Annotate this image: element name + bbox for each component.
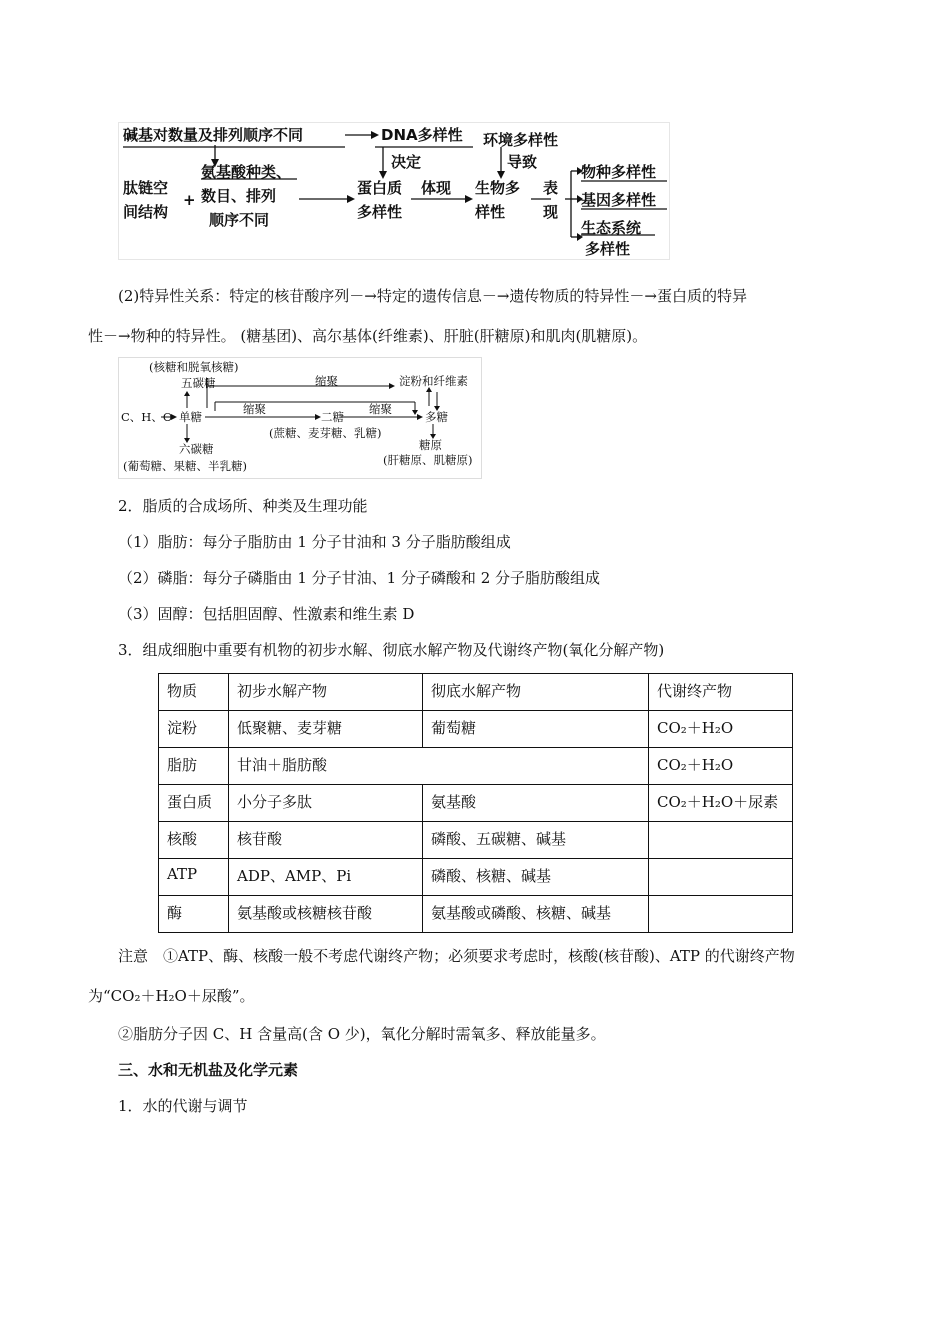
species-diversity-text: 物种多样性: [581, 163, 657, 181]
express-text-2: 现: [543, 203, 559, 221]
bio-diversity-text-1: 生物多: [475, 179, 521, 197]
table-cell: 酶: [159, 896, 229, 933]
amino-text-1: 氨基酸种类、: [201, 163, 292, 181]
pentose-text: 五碳糖: [181, 376, 216, 390]
condense-2-text: 缩聚: [369, 402, 392, 416]
table-header-cell: 物质: [159, 674, 229, 711]
table-row: [159, 822, 793, 859]
table-cell: 核酸: [159, 822, 229, 859]
table-cell: ATP: [159, 859, 229, 896]
table-row: [159, 896, 793, 933]
table-cell: 葡萄糖: [423, 711, 649, 748]
table-cell: 脂肪: [159, 748, 229, 785]
starch-text: 淀粉和纤维素: [399, 374, 468, 388]
amino-text-2: 数目、排列: [201, 187, 277, 205]
lipid-fat: （1）脂肪：每分子脂肪由 1 分子甘油和 3 分子脂肪酸组成: [118, 533, 511, 551]
table-cell: CO₂＋H₂O: [649, 748, 793, 785]
table-cell: ADP、AMP、Pi: [229, 859, 423, 896]
section-3-sub-1: 1．水的代谢与调节: [118, 1097, 248, 1115]
di-examples-text: (蔗糖、麦芽糖、乳糖): [269, 426, 382, 440]
table-header-cell: 初步水解产物: [229, 674, 423, 711]
dna-diversity-text: DNA多样性: [381, 126, 463, 144]
lipid-sterol: （3）固醇：包括胆固醇、性激素和维生素 D: [118, 605, 415, 623]
table-row: [159, 785, 793, 822]
hydrolysis-table: [158, 673, 793, 933]
table-cell: CO₂＋H₂O: [649, 711, 793, 748]
table-cell: 蛋白质: [159, 785, 229, 822]
poly-text: 多糖: [425, 410, 448, 424]
diversity-diagram: [118, 122, 670, 260]
table-header-row: [159, 674, 793, 711]
mono-text: 单糖: [179, 410, 202, 424]
peptide-text-1: 肽链空: [123, 179, 169, 197]
table-row: [159, 859, 793, 896]
lipid-phospholipid: （2）磷脂：每分子磷脂由 1 分子甘油、1 分子磷酸和 2 分子脂肪酸组成: [118, 569, 601, 587]
table-heading: 3．组成细胞中重要有机物的初步水解、彻底水解产物及代谢终产物(氧化分解产物): [118, 641, 665, 659]
table-cell: 核苷酸: [229, 822, 423, 859]
table-cell: 甘油＋脂肪酸: [229, 748, 649, 785]
base-pair-text: 碱基对数量及排列顺序不同: [123, 126, 304, 144]
bio-diversity-text-2: 样性: [475, 203, 506, 221]
table-header-cell: 彻底水解产物: [423, 674, 649, 711]
gene-diversity-text: 基因多样性: [581, 191, 657, 209]
hexose-examples-text: (葡萄糖、果糖、半乳糖): [123, 459, 247, 473]
hexose-text: 六碳糖: [179, 442, 214, 456]
table-cell: 淀粉: [159, 711, 229, 748]
causes-text: 导致: [507, 153, 538, 171]
table-header-cell: 代谢终产物: [649, 674, 793, 711]
table-row: [159, 748, 793, 785]
table-cell: [649, 896, 793, 933]
table-cell: 磷酸、核糖、碱基: [423, 859, 649, 896]
specificity-line-1: (2)特异性关系：特定的核苷酸序列－→特定的遗传信息－→遗传物质的特异性－→蛋白质的特异: [118, 287, 747, 305]
ribose-text: (核糖和脱氧核糖): [149, 360, 239, 374]
note-1-line-1: 注意 ①ATP、酶、核酸一般不考虑代谢终产物；必须要求考虑时，核酸(核苷酸)、ATP 的代谢终产物: [118, 947, 795, 965]
ecosystem-text-2: 多样性: [585, 240, 631, 258]
env-diversity-text: 环境多样性: [483, 131, 559, 149]
di-text: 二糖: [321, 410, 344, 424]
express-text-1: 表: [543, 179, 559, 197]
lipid-heading: 2．脂质的合成场所、种类及生理功能: [118, 497, 368, 515]
ecosystem-text-1: 生态系统: [581, 219, 642, 237]
reflects-text: 体现: [421, 179, 452, 197]
table-cell: CO₂＋H₂O＋尿素: [649, 785, 793, 822]
condense-1-text: 缩聚: [243, 402, 266, 416]
specificity-line-2: 性－→物种的特异性。 (糖基团)、高尔基体(纤维素)、肝脏(肝糖原)和肌肉(肌糖原)。: [88, 327, 648, 345]
table-cell: [649, 822, 793, 859]
table-cell: 氨基酸或磷酸、核糖、碱基: [423, 896, 649, 933]
protein-text-2: 多样性: [357, 203, 403, 221]
peptide-text-2: 间结构: [123, 203, 169, 221]
note-1-line-2: 为“CO₂＋H₂O＋尿酸”。: [88, 987, 255, 1005]
table-cell: 低聚糖、麦芽糖: [229, 711, 423, 748]
amino-text-3: 顺序不同: [209, 211, 270, 229]
section-3-heading: 三、水和无机盐及化学元素: [118, 1061, 299, 1079]
glycogen-text: 糖原: [419, 438, 442, 452]
table-cell: 氨基酸或核糖核苷酸: [229, 896, 423, 933]
table-cell: 磷酸、五碳糖、碱基: [423, 822, 649, 859]
plus-sign: +: [183, 191, 196, 209]
table-cell: [649, 859, 793, 896]
table-row: [159, 711, 793, 748]
note-2: ②脂肪分子因 C、H 含量高(含 O 少)，氧化分解时需氧多、释放能量多。: [118, 1025, 606, 1043]
condense-top-text: 缩聚: [315, 374, 338, 388]
decides-text: 决定: [391, 153, 422, 171]
cho-text: C、H、O: [121, 410, 173, 424]
table-cell: 氨基酸: [423, 785, 649, 822]
table-cell: 小分子多肽: [229, 785, 423, 822]
glycogen-examples-text: (肝糖原、肌糖原): [383, 453, 473, 467]
protein-text-1: 蛋白质: [357, 179, 403, 197]
sugar-diagram: [118, 357, 482, 479]
